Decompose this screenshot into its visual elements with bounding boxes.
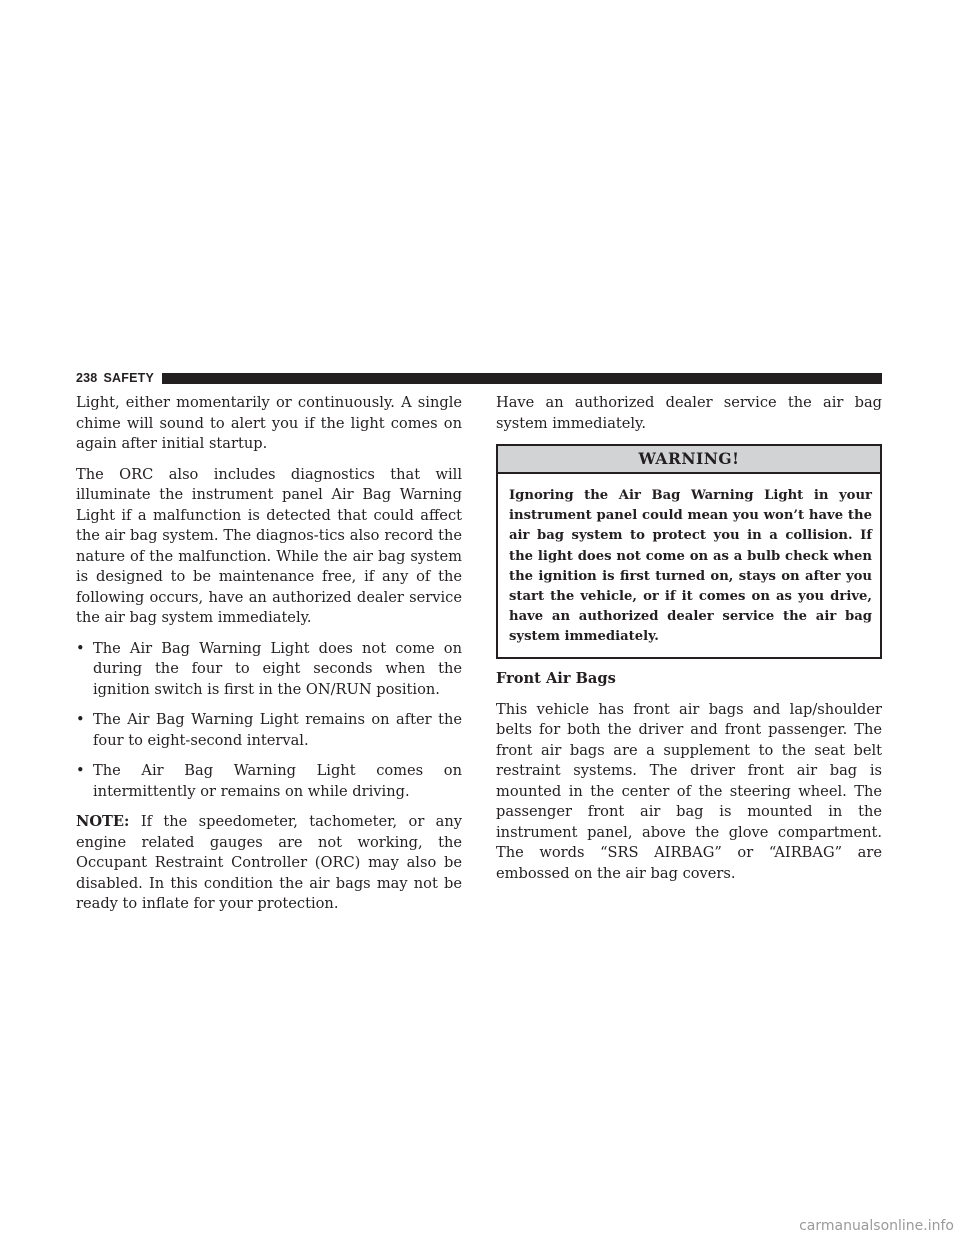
- right-column: [496, 393, 882, 894]
- list-item: • The Air Bag Warning Light remains on after the four to eight-second interval.: [76, 710, 462, 751]
- warning-title: WARNING!: [498, 446, 880, 474]
- paragraph-orc-diagnostics: The ORC also includes diagnostics that will illuminate the instrument panel Air Bag Warning Light if a malfunction is detected that could affect the air bag system. The diagnos-tics also record the nature of the malfunction. While the air bag system is designed to be maintenance free, if any of the following occurs, have an authorized dealer service the air bag system immediately.: [76, 465, 462, 626]
- note-text: If the speedometer, tachometer, or any engine related gauges are not working, the Occupant Restraint Controller (ORC) may also be disabled. In this condition the air bags may not be ready to inflate for your protection.: [76, 813, 463, 912]
- section-title: SAFETY: [103, 371, 154, 385]
- list-item: • The Air Bag Warning Light comes on intermittently or remains on while driving.: [76, 761, 462, 802]
- note-label: NOTE:: [76, 813, 130, 830]
- section-heading-front-air-bags: Front Air Bags: [496, 669, 616, 687]
- paragraph-warning-light-chime: Light, either momentarily or continuously. A single chime will sound to alert you if the light comes on again after initial startup.: [76, 394, 462, 452]
- list-item: • The Air Bag Warning Light does not come on during the four to eight seconds when the ignition switch is first in the ON/RUN position.: [76, 639, 462, 701]
- paragraph-dealer-service: Have an authorized dealer service the air bag system immediately.: [496, 394, 882, 432]
- malfunction-list: [76, 639, 462, 803]
- left-column: [76, 393, 462, 925]
- paragraph-front-air-bags: This vehicle has front air bags and lap/shoulder belts for both the driver and front passenger. The front air bags are a supplement to the seat belt restraint systems. The driver front air bag is mounted in the center of the steering wheel. The passenger front air bag is mounted in the instrument panel, above the glove compartment. The words “SRS AIRBAG” or “AIRBAG” are embossed on the air bag covers.: [496, 700, 882, 882]
- warning-text: Ignoring the Air Bag Warning Light in your instrument panel could mean you won’t have the air bag system to protect you in a collision. If the light does not come on as a bulb check when the ignition is first turned on, stays on after you start the vehicle, or if it comes on as you drive, have an authorized dealer service the air bag system immediately.: [509, 488, 872, 645]
- page-header: [76, 371, 882, 385]
- page-number: 238: [76, 371, 98, 385]
- header-rule: [162, 373, 882, 384]
- note-paragraph: [76, 812, 462, 915]
- warning-box: [496, 444, 882, 659]
- watermark: carmanualsonline.info: [799, 1218, 954, 1234]
